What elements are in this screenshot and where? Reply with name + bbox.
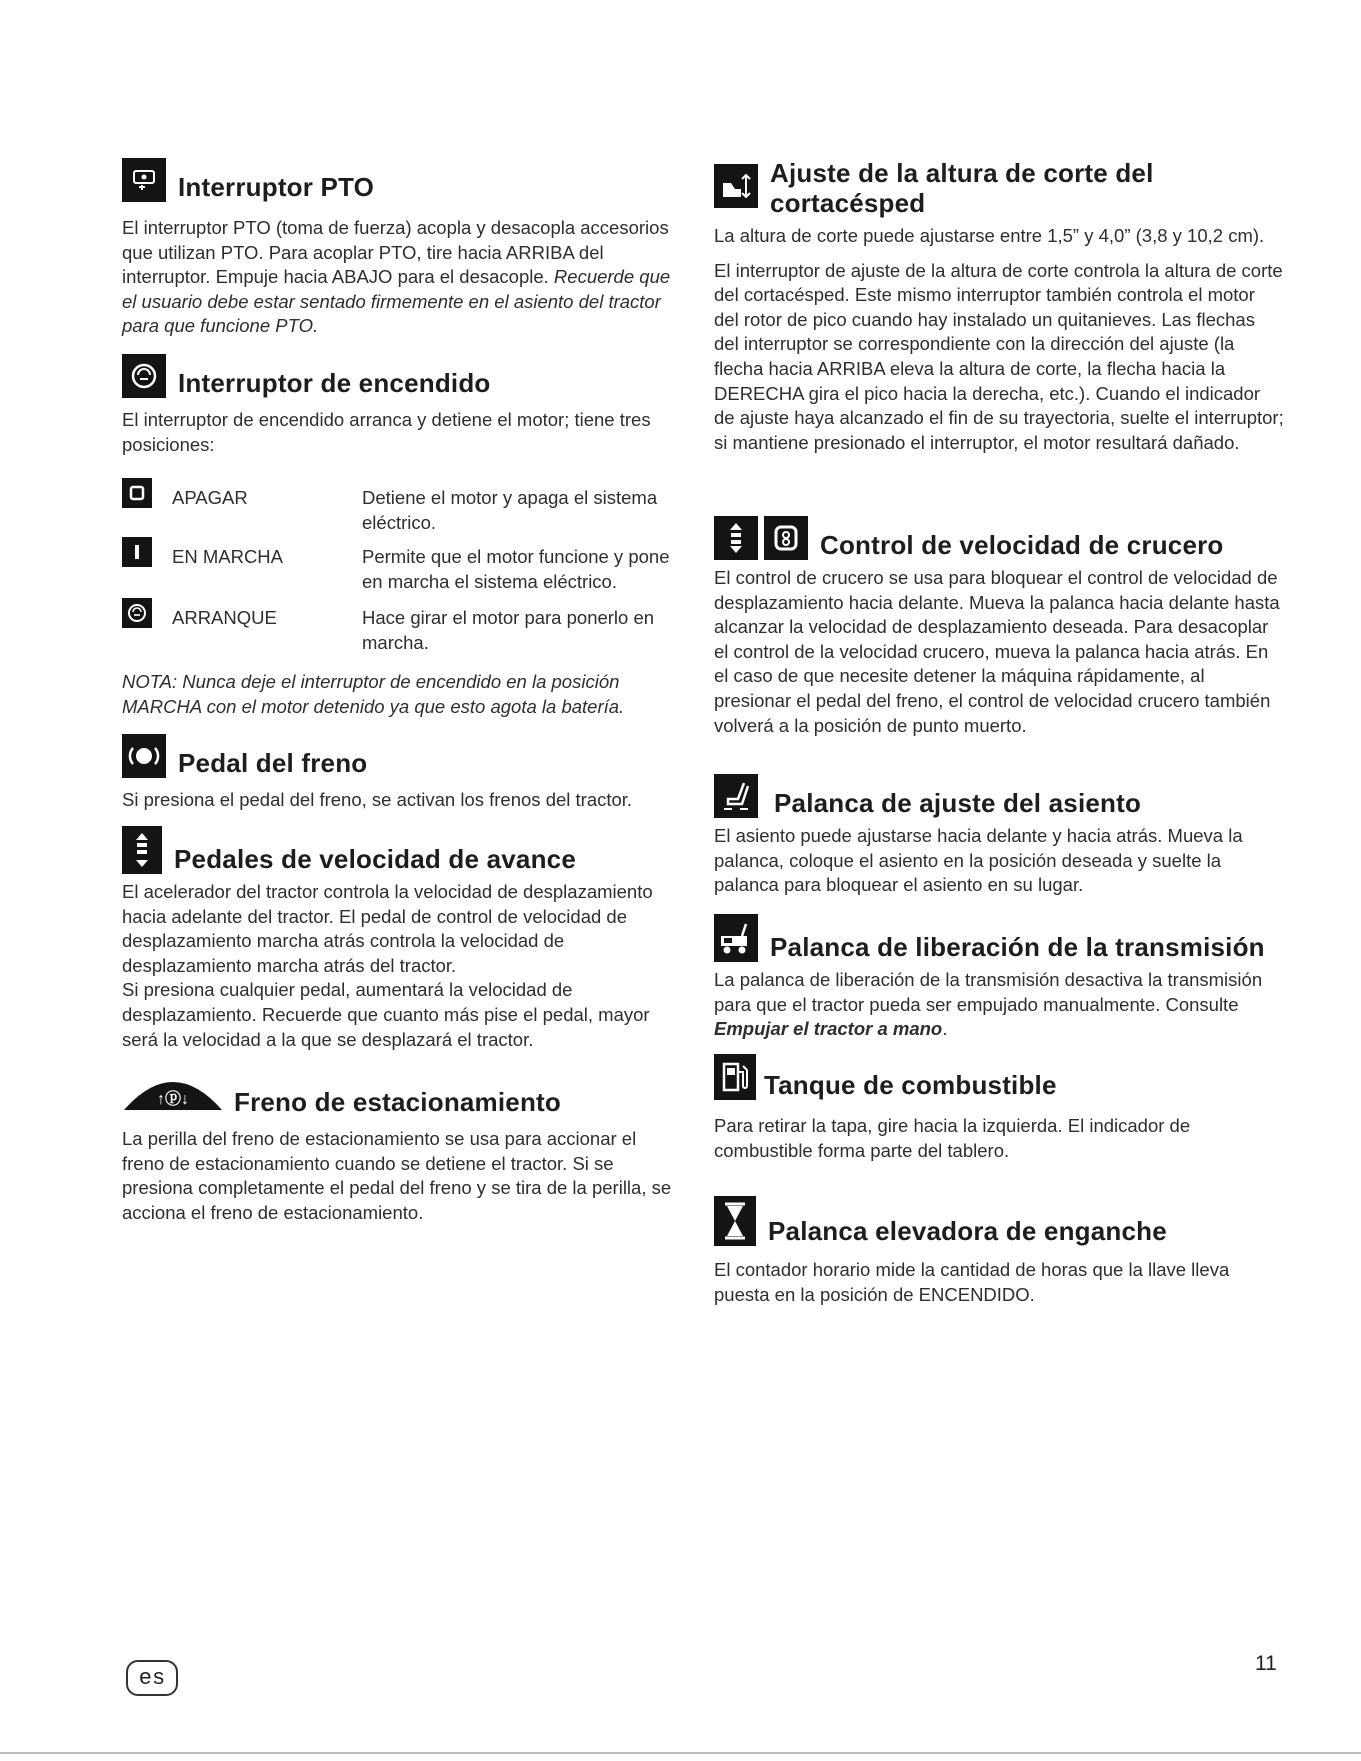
cruise-control-body: El control de crucero se usa para bloquear el control de velocidad de desplazamiento hacia delante. Mueva la palanca hacia delante hasta alcanzar la velocidad de desplazamiento deseada. Para desacoplar el control de la velocidad crucero, mueva la palanca hacia atrás. En el caso de que necesite detener la máquina rápidamente, al presionar el pedal del freno, el control de velocidad crucero también volverá a la posición de punto muerto. <box>714 567 1280 736</box>
cut-height-body-2: El interruptor de ajuste de la altura de corte controla la altura de corte del cortacésped. Este mismo interruptor también controla el motor del rotor de pico cuando hay instalado un quitanieves. Las flechas del interruptor se correspondiente con la dirección del ajuste (la flecha hacia ARRIBA eleva la altura de corte, la flecha hacia la DERECHA gira el pico hacia la derecha, etc.). Cuando el indicador de ajuste haya alcanzado el fin de su trayectoria, suelte el interruptor; si mantiene presionado el interruptor, el motor resultará dañado. <box>714 259 1284 453</box>
pto-note: Recuerde que el usuario debe estar sentado firmemente en el asiento del tractor para que funcione PTO. <box>122 266 671 337</box>
ignition-title: Interruptor de encendido <box>178 368 491 398</box>
brake-body: Si presiona el pedal del freno, se activan los frenos del tractor. <box>122 789 633 810</box>
svg-text:↑ⓟ↓: ↑ⓟ↓ <box>156 1091 190 1108</box>
position-desc-start: Hace girar el motor para ponerlo en marcha. <box>362 607 655 653</box>
ignition-icon <box>122 354 166 398</box>
position-name-start: ARRANQUE <box>172 607 277 628</box>
section-parking-brake <box>122 1060 677 1225</box>
section-hitch-lift <box>714 1196 1284 1307</box>
start-icon <box>122 598 152 628</box>
pto-icon <box>122 158 166 202</box>
seat-adjust-icon <box>714 774 758 818</box>
section-seat-adjust <box>714 774 1284 898</box>
transmission-release-body: La palanca de liberación de la transmisión desactiva la transmisión para que el tractor pueda ser empujado manualmente. Consulte Empujar el tractor a mano. <box>714 969 1263 1040</box>
cruise-pedal-icon <box>714 516 758 560</box>
section-cut-height <box>714 158 1284 455</box>
position-name-off: APAGAR <box>172 487 248 508</box>
ignition-body: El interruptor de encendido arranca y detiene el motor; tiene tres posiciones: <box>122 409 651 455</box>
ignition-note: NOTA: Nunca deje el interruptor de encendido en la posición MARCHA con el motor detenido ya que esto agota la batería. <box>122 671 625 717</box>
seat-adjust-body: El asiento puede ajustarse hacia delante y hacia atrás. Mueva la palanca, coloque el asiento en la posición deseada y suelte la palanca para bloquear el asiento en su lugar. <box>714 825 1243 896</box>
position-desc-run: Permite que el motor funcione y pone en marcha el sistema eléctrico. <box>362 546 670 592</box>
section-brake <box>122 734 677 813</box>
push-tractor-link[interactable]: Empujar el tractor a mano <box>714 1018 943 1040</box>
speed-pedals-body-2: Si presiona cualquier pedal, aumentará la velocidad de desplazamiento. Recuerde que cuanto más pise el pedal, mayor será la velocidad a la que se desplazará el tractor. <box>122 979 650 1050</box>
section-transmission-release <box>714 914 1284 1042</box>
scan-edge-line <box>0 1752 1361 1754</box>
brake-title: Pedal del freno <box>178 748 368 778</box>
brake-icon <box>122 734 166 778</box>
page-number: 11 <box>1255 1652 1277 1675</box>
hitch-lift-title: Palanca elevadora de enganche <box>768 1216 1167 1246</box>
run-icon <box>122 537 152 567</box>
off-icon <box>122 478 152 508</box>
pto-body: El interruptor PTO (toma de fuerza) acopla y desacopla accesorios que utilizan PTO. Para acoplar PTO, tire hacia ARRIBA del interruptor. Empuje hacia ABAJO para el desacople. Recuerde que el usuario debe estar sentado firmemente en el asiento del tractor para que funcione PTO. <box>122 217 671 337</box>
section-cruise-control <box>714 516 1284 738</box>
section-ignition <box>122 354 677 457</box>
language-badge: es <box>126 1660 178 1696</box>
hitch-lift-body: El contador horario mide la cantidad de horas que la llave lleva puesta en la posición de ENCENDIDO. <box>714 1259 1230 1305</box>
fuel-tank-title: Tanque de combustible <box>764 1070 1057 1100</box>
seat-adjust-title: Palanca de ajuste del asiento <box>774 788 1142 818</box>
transmission-release-icon <box>714 914 758 962</box>
section-fuel-tank <box>714 1054 1284 1163</box>
position-desc-off: Detiene el motor y apaga el sistema eléctrico. <box>362 487 658 533</box>
section-speed-pedals <box>122 826 677 1052</box>
fuel-tank-body: Para retirar la tapa, gire hacia la izquierda. El indicador de combustible forma parte del tablero. <box>714 1115 1191 1161</box>
parking-brake-title: Freno de estacionamiento <box>234 1087 561 1117</box>
speed-pedal-icon <box>122 826 162 874</box>
cut-height-icon <box>714 164 758 208</box>
cruise-control-icon <box>764 516 808 560</box>
speed-pedals-title: Pedales de velocidad de avance <box>174 844 576 874</box>
position-name-run: EN MARCHA <box>172 546 284 567</box>
parking-brake-icon <box>122 1060 224 1117</box>
cruise-control-title: Control de velocidad de crucero <box>820 530 1224 560</box>
transmission-release-title: Palanca de liberación de la transmisión <box>770 932 1265 962</box>
pto-title: Interruptor PTO <box>178 172 375 202</box>
section-pto <box>122 158 677 339</box>
cut-height-title: Ajuste de la altura de corte del cortacésped <box>770 158 1154 218</box>
fuel-tank-icon <box>714 1054 756 1100</box>
parking-brake-body: La perilla del freno de estacionamiento se usa para accionar el freno de estacionamiento cuando se detiene el tractor. Si se presiona completamente el pedal del freno y se tira de la perilla, se acciona el freno de estacionamiento. <box>122 1128 672 1223</box>
cut-height-body: La altura de corte puede ajustarse entre 1,5” y 4,0” (3,8 y 10,2 cm). <box>714 225 1265 246</box>
ignition-note-block <box>122 670 677 719</box>
speed-pedals-body: El acelerador del tractor controla la velocidad de desplazamiento hacia adelante del tractor. El pedal de control de velocidad de desplazamiento marcha atrás controla la velocidad de desplazamiento marcha atrás del tractor. <box>122 881 653 976</box>
hourglass-icon <box>714 1196 756 1246</box>
